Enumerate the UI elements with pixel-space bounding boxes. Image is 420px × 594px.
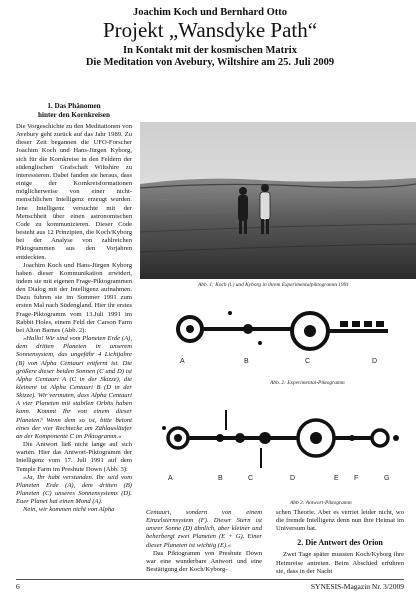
figure-2-caption: Abb. 2: Experimental-Piktogramm: [270, 380, 345, 386]
figure-2-diagram: [140, 293, 416, 383]
section-1-heading-line-1: 1. Das Phänomen: [47, 102, 101, 110]
paragraph: Die Vorgeschichte zu den Meditationen von Avebury geht zurück auf das Jahr 1989. Zu dieser Zeit begannen die UFO-Forscher Joachim Koch und Hans-Jürgen Kyborg, sich für die Kornkreise in den Feldern der südenglischen Grafschaft Wiltshire zu interessieren. Dabei fanden sie heraus, dass einige der Kornkreisformationen möglicherweise von einer nicht-menschlichen Intelligenz erzeugt wurden. Jene Intelligenz versuchte mit der Menschheit über einen astronomischen Code zu kommunizieren. Dieser Code besteht aus 12 Prinzipien, die Koch/Kyborg bei der Analyse von zahlreichen Piktogrammen aus den Vorjahren entdeckten.: [16, 123, 132, 261]
fig3-label-a: A: [168, 475, 173, 482]
figure-3-caption: Abb 3: Antwort-Piktogramm: [290, 500, 352, 506]
paragraph: schen Theorie. Aber es verriet leider nicht, wo die fremde Intelligenz denn nun ihre Heimat im Universum hat.: [276, 509, 404, 533]
figure-1-caption: Abb. 1: Koch (l.) und Kyborg in ihrem Experimentalpiktogramm 1991: [198, 282, 349, 288]
fig2-label-b: B: [244, 358, 249, 365]
figure-3-diagram: [140, 392, 416, 500]
paragraph: Joachim Koch und Hans-Jürgen Kyborg haben dieser Kommunikation erwidert, indem sie mit eigenen Frage-Piktogrammen den Dialog mit der Intelligenz aufnahmen. Dazu fuhren sie im Sommer 1991 zum ersten Mal nach Südengland. Hier ihr erstes Frage-Piktogramm vom 13.Juli 1991 im Rabbit Holes, einem Feld der Carson Farm bei Alton Barnes (Abb. 2):: [16, 261, 132, 334]
section-1-heading: [16, 102, 132, 120]
column-3: [276, 509, 404, 576]
section-2-heading: 2. Die Antwort des Orion: [297, 538, 383, 548]
quote: »Ja, Ihr habt verstanden. Ihr seid vom Planeten Erde (A), dem dritten (B) Planeten (C) unseres Sonnensystems (D). Euer Planet hat einen Mond (A).: [16, 473, 132, 506]
answer-pictogram: [140, 392, 416, 500]
subtitle-1: In Kontakt mit der kosmischen Matrix: [123, 45, 297, 56]
column-1: [16, 102, 132, 515]
paragraph: Zwei Tage später mussten Koch/Kyborg ihre Heimreise antreten. Beim Abschied erfuhren sie, dass in der Nacht: [276, 551, 404, 575]
subtitle-2: Die Meditation von Avebury, Wiltshire am 25. Juli 2009: [85, 57, 335, 68]
column-2: [146, 509, 262, 574]
paragraph: Das Piktogramm von Preshute Down war eine wunderbare Antwort und eine Bestätigung der Koch/Kyborg-: [146, 549, 262, 574]
fig2-label-a: A: [180, 358, 185, 365]
fig3-label-b: B: [218, 475, 223, 482]
section-1-heading-line-2: hinter den Kornkreisen: [37, 111, 110, 119]
fig3-label-f: F: [354, 475, 359, 482]
photo-image: [140, 122, 416, 279]
quote: Centauri, sondern von einem Einzelsternsystem (F). Dieser Stern ist unsrer Sonne (D) ähnlich, aber kleiner und beherbergt zwei Planeten (E + G). Einer dieser Planeten ist wichtig (E).«: [146, 509, 262, 549]
page-number: 6: [16, 582, 20, 591]
fig3-label-g: G: [384, 475, 390, 482]
journal-footer: SYNESIS-Magazin Nr. 3/2009: [310, 582, 404, 591]
fig2-label-d: D: [372, 358, 378, 365]
field-photo: [140, 122, 416, 279]
footer-rule: [16, 579, 404, 580]
article-title: Projekt „Wansdyke Path“: [102, 18, 318, 42]
quote: »Hallo! Wir sind vom Planeten Erde (A), dem dritten Planeten in unserem Sonnensystem, das ungefähr 4 Lichtjahre (B) von Alpha Centauri entfernt ist. Die größere dieser beiden Sonnen (C und D) ist Alpha Centauri A (C in der Skizze), die kleinere ist Alpha Centauri B (D in der Skizze). Wir vermuten, dass Alpha Centauri A vier Planeten mit stabilen Orbits haben kann. Kommt Ihr von einem dieser Planeten? Wenn dem so ist, bitte betont eines der vier Rechtecke am Zählausläufer an der Komponente C im Piktogramm.«: [16, 335, 132, 440]
fig2-label-c: C: [305, 358, 311, 365]
paragraph: Die Antwort ließ nicht lange auf sich warten. Hier das Antwort-Piktogramm der Intelligenz vom 17. Juli 1991 auf dem Temple Farm im Preshute Down (Abb. 3):: [16, 441, 132, 473]
experimental-pictogram: [140, 293, 416, 383]
fig3-label-d: D: [290, 475, 296, 482]
authors: Joachim Koch und Bernhard Otto: [132, 7, 287, 18]
fig3-label-e: E: [334, 475, 339, 482]
fig3-label-c: C: [248, 475, 254, 482]
quote: Nein, wir kommen nicht von Alpha: [23, 506, 115, 514]
